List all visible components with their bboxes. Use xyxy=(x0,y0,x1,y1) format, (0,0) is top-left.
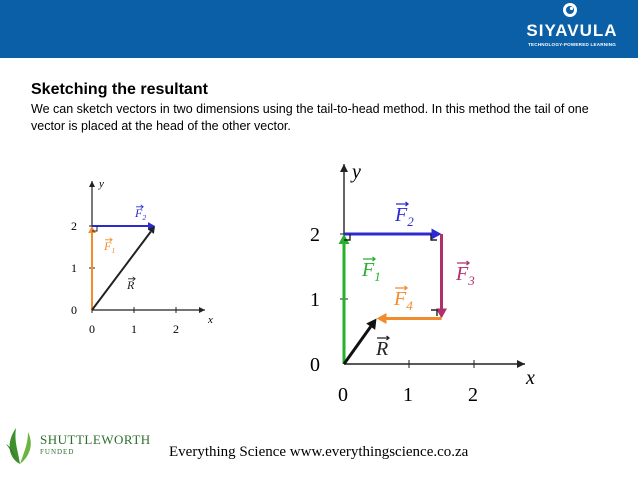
small-vector-label-r: R xyxy=(127,278,135,292)
footer-text: Everything Science www.everythingscience.co.za xyxy=(169,444,469,460)
large-vector-r xyxy=(344,327,371,364)
small-vector-label-f2: $F_2$ xyxy=(135,206,147,222)
footer-logo-name: SHUTTLEWORTH xyxy=(40,432,151,447)
large-arrowhead-f4 xyxy=(377,313,387,324)
siyavula-emblem-icon xyxy=(562,2,578,18)
header-bar xyxy=(0,0,638,58)
large-vector-label-f3: $F_3$ xyxy=(456,263,475,288)
figure-small-vector-diagram xyxy=(55,175,225,345)
large-x-ticks xyxy=(338,360,478,406)
slide-body-text: We can sketch vectors in two dimensions using the tail-to-head method. In this method the tail of one vector is placed at the head of the other vector. xyxy=(31,102,589,133)
shuttleworth-logo xyxy=(2,424,152,466)
large-vector-label-f1: $F_1$ xyxy=(362,259,381,284)
footer-logo-sub: FUNDED xyxy=(40,448,75,456)
small-x-ticks xyxy=(89,307,179,336)
large-x-tick-label: 1 xyxy=(403,384,413,406)
large-y-tick-label: 2 xyxy=(310,224,320,246)
large-y-tick-label: 1 xyxy=(310,289,320,311)
small-x-axis-label: x xyxy=(208,314,213,326)
large-x-axis-label: x xyxy=(526,367,535,389)
small-x-tick-label: 2 xyxy=(173,322,179,336)
small-vector-label-f1: $F_1$ xyxy=(104,239,116,255)
small-y-tick-label: 0 xyxy=(71,303,77,317)
large-y-axis-label: y xyxy=(352,161,361,183)
brand-name: SIYAVULA xyxy=(526,21,618,40)
brand-tagline: TECHNOLOGY-POWERED LEARNING xyxy=(527,42,617,47)
large-vector-label-f4: $F_4$ xyxy=(394,288,413,313)
large-x-tick-label: 0 xyxy=(338,384,348,406)
slide-title: Sketching the resultant xyxy=(31,81,208,98)
large-y-tick-label: 0 xyxy=(310,354,320,376)
small-arrowhead-f1 xyxy=(88,226,96,233)
large-vector-label-f2: $F_2$ xyxy=(395,204,414,229)
small-x-tick-label: 1 xyxy=(131,322,137,336)
small-vector-r xyxy=(92,232,151,310)
large-vector-label-r: R xyxy=(376,338,389,360)
small-y-tick-label: 1 xyxy=(71,261,77,275)
small-y-tick-label: 2 xyxy=(71,219,77,233)
small-x-tick-label: 0 xyxy=(89,322,95,336)
small-y-axis-label: y xyxy=(99,178,104,190)
leaf-icon xyxy=(2,424,38,466)
large-y-ticks xyxy=(310,224,348,376)
large-right-angle-marker xyxy=(431,310,437,316)
figure-large-vector-diagram xyxy=(300,158,550,408)
siyavula-logo xyxy=(516,2,628,54)
large-x-tick-label: 2 xyxy=(468,384,478,406)
